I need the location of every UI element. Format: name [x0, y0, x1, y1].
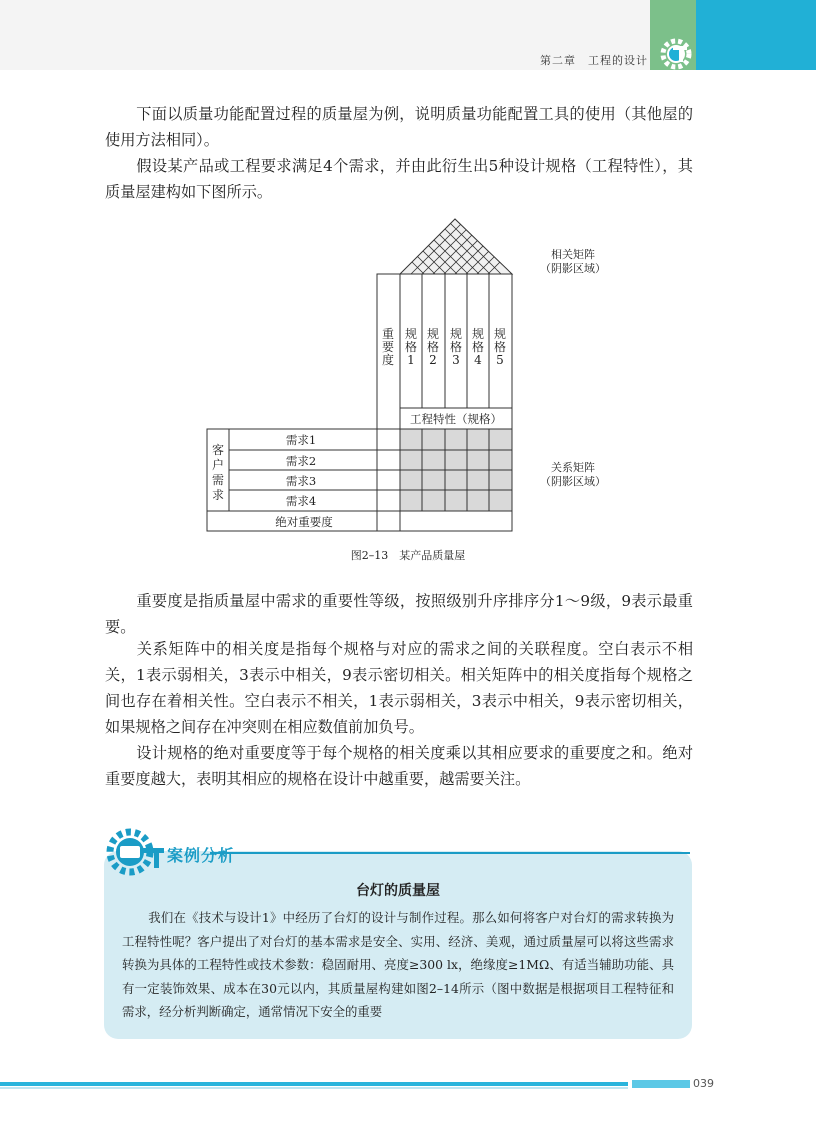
spec-2-char-3: 2 — [429, 353, 437, 367]
spec-1-char-1: 规 — [404, 327, 418, 341]
correlation-roof — [400, 219, 512, 274]
page-number: 039 — [693, 1077, 714, 1090]
case-gear-icon — [104, 822, 168, 878]
importance-label-char-2: 要 — [381, 340, 395, 354]
spec-5-char-3: 5 — [496, 353, 504, 367]
house-of-quality-figure — [0, 0, 816, 560]
footer-rule-light — [0, 1087, 628, 1089]
spec-2-char-2: 格 — [426, 340, 440, 354]
case-title: 台灯的质量屋 — [356, 883, 440, 899]
spec-3-char-1: 规 — [449, 327, 463, 341]
intro-paragraph-1: 下面以质量功能配置过程的质量屋为例，说明质量功能配置工具的使用（其他屋的使用方法相同）。 — [105, 105, 693, 149]
relationship-matrix-sublabel: （阴影区域） — [540, 475, 606, 488]
body-paragraph-absolute: 设计规格的绝对重要度等于每个规格的相关度乘以其相应要求的重要度之和。绝对重要度越大，表明其相应的规格在设计中越重要，越需要关注。 — [105, 744, 693, 788]
customer-label-char-4: 求 — [211, 488, 225, 502]
need-1-label: 需求1 — [285, 433, 317, 447]
engineering-characteristics-label: 工程特性（规格） — [410, 412, 502, 426]
need-4-label: 需求4 — [285, 494, 317, 508]
spec-5-char-2: 格 — [493, 340, 507, 354]
spec-1-char-2: 格 — [404, 340, 418, 354]
customer-label-char-3: 需 — [211, 473, 225, 487]
need-3-label: 需求3 — [285, 474, 317, 488]
chapter-title: 第二章 工程的设计 — [540, 54, 648, 67]
customer-label-char-1: 客 — [211, 443, 225, 457]
case-body-text: 我们在《技术与设计1》中经历了台灯的设计与制作过程。那么如何将客户对台灯的需求转换为工程特性呢？客户提出了对台灯的基本需求是安全、实用、经济、美观，通过质量屋可以将这些需求转换为具体的工程特性或技术参数：稳固耐用、亮度≥300 lx，绝缘度≥1MΩ、有适当辅助功能、具有一定装饰效果、成本在30元以内，其质量屋构建如图2–14所示（图中数据是根据项目工程特征和需求，经分析判断确定，通常情况下安全的重要 — [122, 910, 674, 1020]
spec-4-char-1: 规 — [471, 327, 485, 341]
spec-2-char-1: 规 — [426, 327, 440, 341]
correlation-matrix-label: 相关矩阵 — [551, 248, 595, 261]
importance-label-char-1: 重 — [381, 327, 395, 341]
importance-label-char-3: 度 — [381, 353, 395, 367]
figure-caption: 图2–13 某产品质量屋 — [350, 549, 466, 562]
spec-3-char-2: 格 — [449, 340, 463, 354]
body-paragraph-importance: 重要度是指质量屋中需求的重要性等级，按照级别升序排序分1～9级，9表示最重要。 — [105, 592, 693, 636]
case-analysis-label: 案例分析 — [167, 846, 236, 865]
correlation-matrix-sublabel: （阴影区域） — [540, 262, 606, 275]
spec-5-char-1: 规 — [493, 327, 507, 341]
need-2-label: 需求2 — [285, 454, 317, 468]
footer-rule — [0, 1082, 628, 1086]
relationship-matrix-label: 关系矩阵 — [551, 461, 595, 474]
absolute-importance-label: 绝对重要度 — [275, 515, 333, 529]
body-paragraph-relationship: 关系矩阵中的相关度是指每个规格与对应的需求之间的关联程度。空白表示不相关，1表示弱相关，3表示中相关，9表示密切相关。相关矩阵中的相关度指每个规格之间也存在着相关性。空白表示不相关，1表示弱相关，3表示中相关，9表示密切相关，如果规格之间存在冲突则在相应数值前加负号。 — [105, 640, 693, 736]
intro-paragraph-2: 假设某产品或工程要求满足4个需求，并由此衍生出5种设计规格（工程特性），其质量屋建构如下图所示。 — [105, 157, 693, 201]
spec-4-char-2: 格 — [471, 340, 485, 354]
spec-3-char-3: 3 — [452, 353, 460, 367]
footer-accent-block — [632, 1080, 690, 1088]
spec-4-char-3: 4 — [474, 353, 482, 367]
customer-label-char-2: 户 — [211, 458, 225, 472]
spec-1-char-3: 1 — [407, 353, 415, 367]
case-header-line — [210, 852, 690, 854]
